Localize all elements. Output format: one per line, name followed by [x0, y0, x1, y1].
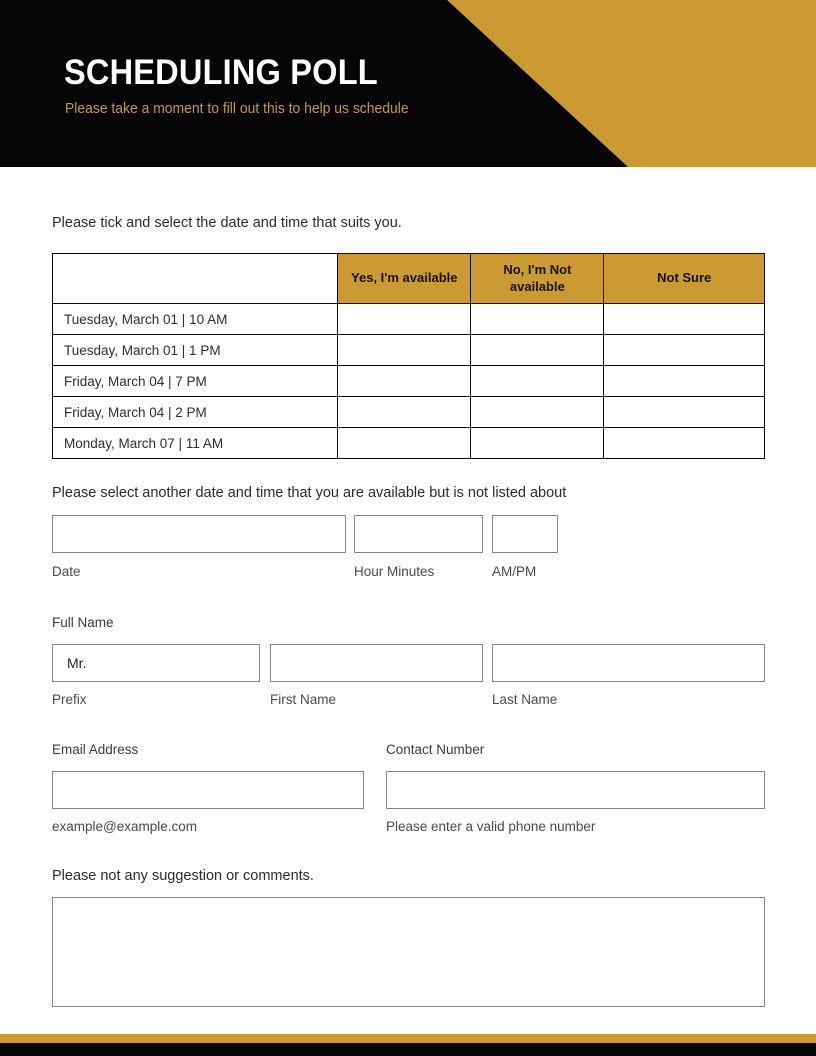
slot-label: Tuesday, March 01 | 10 AM	[53, 304, 338, 335]
full-name-label: Full Name	[52, 615, 114, 630]
slot-label: Friday, March 04 | 7 PM	[53, 366, 338, 397]
checkbox-cell-no[interactable]	[471, 428, 604, 459]
table-row	[53, 304, 765, 335]
column-header-not-sure: Not Sure	[604, 254, 765, 304]
checkbox-cell-yes[interactable]	[338, 428, 471, 459]
slot-label: Tuesday, March 01 | 1 PM	[53, 335, 338, 366]
table-body	[53, 304, 765, 459]
last-name-input[interactable]	[492, 644, 765, 682]
prefix-caption: Prefix	[52, 692, 87, 707]
table-row	[53, 335, 765, 366]
table-row	[53, 397, 765, 428]
hour-minutes-caption: Hour Minutes	[354, 564, 435, 579]
date-input[interactable]	[52, 515, 346, 553]
availability-table	[52, 253, 765, 459]
prefix-input[interactable]	[52, 644, 260, 682]
checkbox-cell-yes[interactable]	[338, 335, 471, 366]
footer-gold-bar	[0, 1034, 816, 1043]
footer-black-bar	[0, 1043, 816, 1056]
checkbox-cell-no[interactable]	[471, 397, 604, 428]
checkbox-cell-not-sure[interactable]	[604, 366, 765, 397]
comments-textarea[interactable]	[52, 897, 765, 1007]
table-header-row	[53, 254, 765, 304]
email-input[interactable]	[52, 771, 364, 809]
date-caption: Date	[52, 564, 81, 579]
table-row	[53, 428, 765, 459]
page-header	[0, 0, 816, 167]
contact-number-input[interactable]	[386, 771, 765, 809]
contact-number-label: Contact Number	[386, 742, 485, 757]
slot-label: Monday, March 07 | 11 AM	[53, 428, 338, 459]
slot-label: Friday, March 04 | 2 PM	[53, 397, 338, 428]
checkbox-cell-yes[interactable]	[338, 366, 471, 397]
email-label: Email Address	[52, 742, 139, 757]
checkbox-cell-yes[interactable]	[338, 304, 471, 335]
checkbox-cell-no[interactable]	[471, 304, 604, 335]
page-title: SCHEDULING POLL	[64, 53, 378, 92]
other-datetime-prompt: Please select another date and time that you are available but is not listed about	[52, 485, 567, 501]
checkbox-cell-yes[interactable]	[338, 397, 471, 428]
first-name-input[interactable]	[270, 644, 483, 682]
ampm-caption: AM/PM	[492, 564, 537, 579]
table-row	[53, 366, 765, 397]
ampm-input[interactable]	[492, 515, 558, 553]
first-name-caption: First Name	[270, 692, 337, 707]
table-head	[53, 254, 765, 304]
checkbox-cell-not-sure[interactable]	[604, 335, 765, 366]
email-hint: example@example.com	[52, 819, 198, 834]
column-header-yes: Yes, I'm available	[338, 254, 471, 304]
checkbox-cell-no[interactable]	[471, 366, 604, 397]
column-header-slot	[53, 254, 338, 304]
hour-minutes-input[interactable]	[354, 515, 483, 553]
checkbox-cell-not-sure[interactable]	[604, 304, 765, 335]
comments-prompt: Please not any suggestion or comments.	[52, 868, 314, 884]
checkbox-cell-not-sure[interactable]	[604, 397, 765, 428]
page-subtitle: Please take a moment to fill out this to help us schedule	[65, 101, 409, 117]
checkbox-cell-not-sure[interactable]	[604, 428, 765, 459]
table-prompt: Please tick and select the date and time that suits you.	[52, 215, 402, 231]
contact-number-hint: Please enter a valid phone number	[386, 819, 596, 834]
last-name-caption: Last Name	[492, 692, 558, 707]
checkbox-cell-no[interactable]	[471, 335, 604, 366]
column-header-no: No, I'm Not available	[471, 254, 604, 304]
